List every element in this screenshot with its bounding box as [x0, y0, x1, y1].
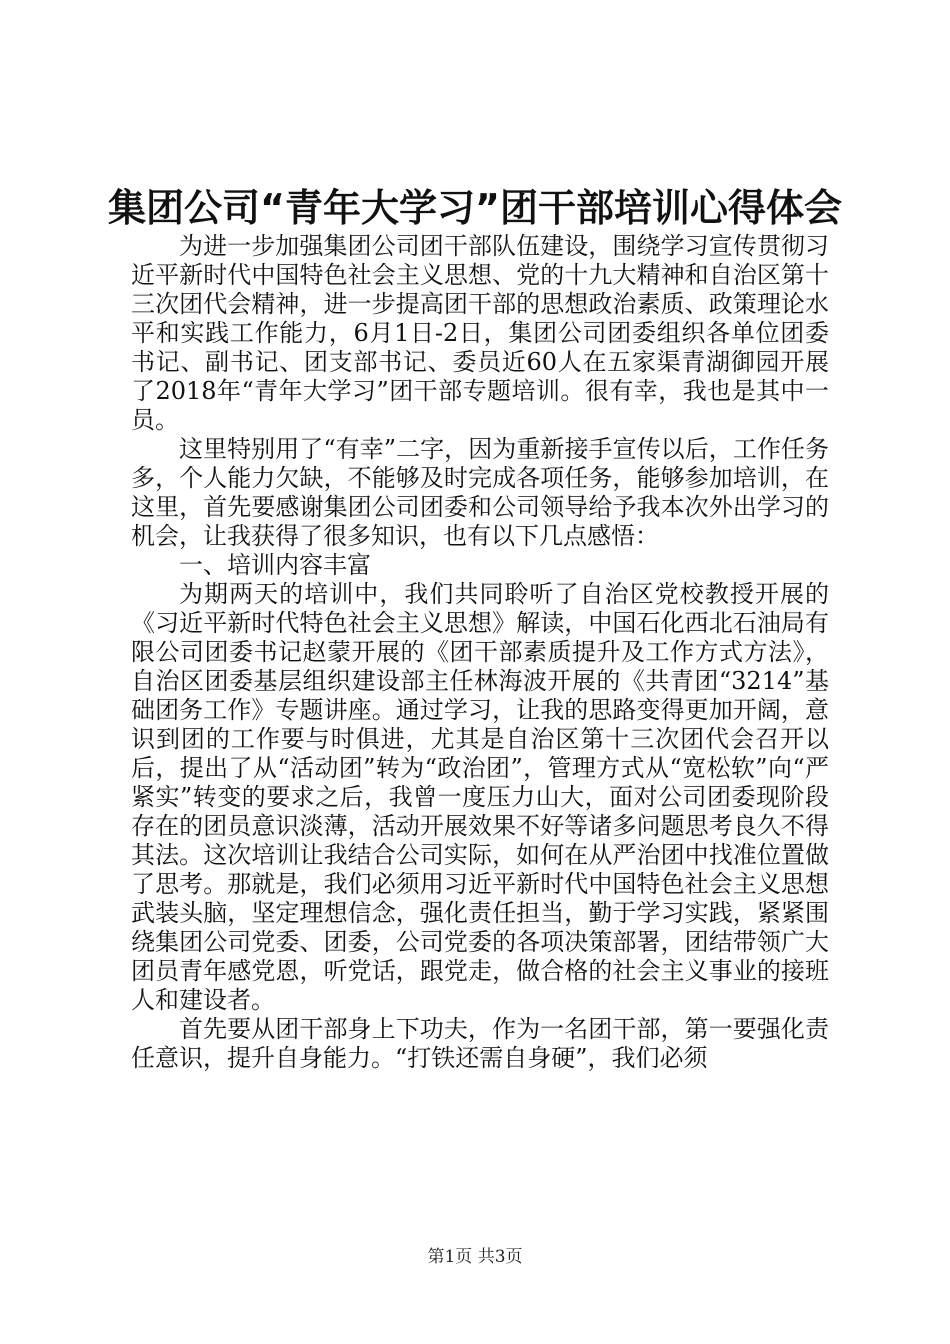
document-title: 集团公司“青年大学习”团干部培训心得体会 [108, 186, 842, 230]
paragraph-training-content: 为期两天的培训中，我们共同聆听了自治区党校教授开展的《习近平新时代特色社会主义思想》解读，中国石化西北石油局有限公司团委书记赵蒙开展的《团干部素质提升及工作方式方法》，自治区团委基层组织建设部主任林海波开展的《共青团“3214”基础团务工作》专题讲座。通过学习，让我的思路变得更加开阔，意识到团的工作要与时俱进，尤其是自治区第十三次团代会召开以后，提出了从“活动团”转为“政治团”，管理方式从“宽松软”向“严紧实”转变的要求之后，我曾一度压力山大，面对公司团委现阶段存在的团员意识淡薄，活动开展效果不好等诸多问题思考良久不得其法。这次培训让我结合公司实际，如何在从严治团中找准位置做了思考。那就是，我们必须用习近平新时代中国特色社会主义思想武装头脑，坚定理想信念，强化责任担当，勤于学习实践，紧紧围绕集团公司党委、团委，公司党委的各项决策部署，团结带领广大团员青年感党恩，听党话，跟党走，做合格的社会主义事业的接班人和建设者。 [131, 580, 829, 1014]
paragraph-fortunate: 这里特别用了“有幸”二字，因为重新接手宣传以后，工作任务多，个人能力欠缺，不能够及时完成各项任务，能够参加培训，在这里，首先要感谢集团公司团委和公司领导给予我本次外出学习的机会，让我获得了很多知识，也有以下几点感悟： [131, 435, 829, 550]
paragraph-first-step: 首先要从团干部身上下功夫，作为一名团干部，第一要强化责任意识，提升自身能力。“打铁还需自身硬”，我们必须 [131, 1015, 829, 1072]
section-heading: 一、培训内容丰富 [179, 551, 371, 579]
page-number: 第1页 共3页 [427, 1247, 523, 1267]
document-body [131, 232, 829, 1073]
paragraph-intro: 为进一步加强集团公司团干部队伍建设，围绕学习宣传贯彻习近平新时代中国特色社会主义思想、党的十九大精神和自治区第十三次团代会精神，进一步提高团干部的思想政治素质、政策理论水平和实践工作能力，6月1日-2日，集团公司团委组织各单位团委书记、副书记、团支部书记、委员近60人在五家渠青湖御园开展了2018年“青年大学习”团干部专题培训。很有幸，我也是其中一员。 [131, 232, 829, 434]
